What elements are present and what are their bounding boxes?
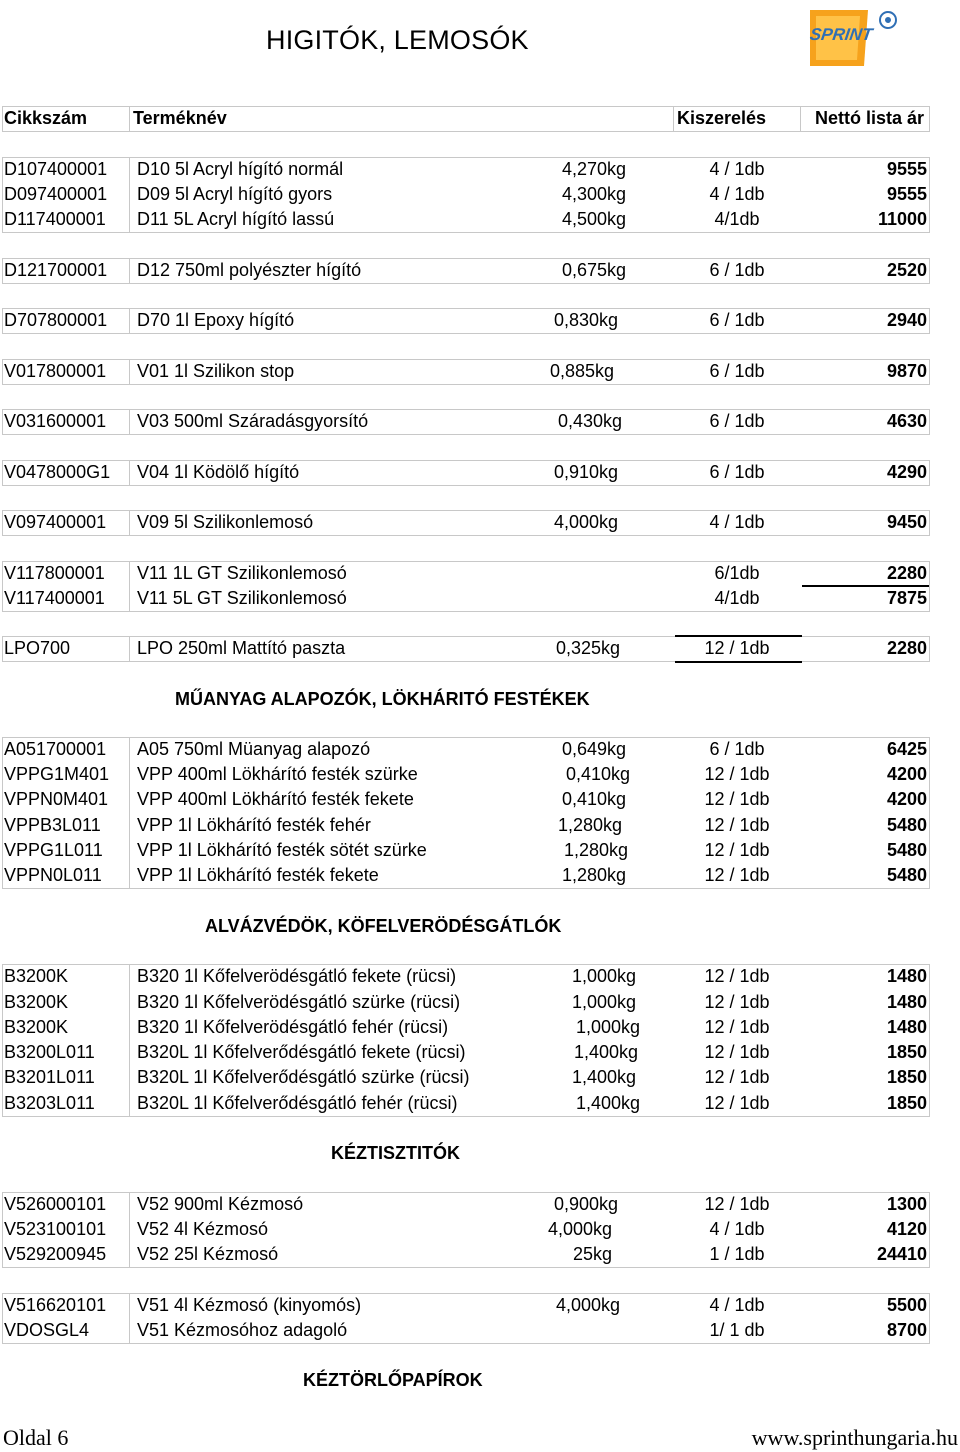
net-price: 9555 (886, 159, 927, 179)
table-row (0, 787, 960, 812)
table-row (0, 990, 960, 1015)
product-name: B320 1l Kőfelverödésgátló szürke (rücsi) (137, 992, 461, 1012)
item-code: V097400001 (4, 512, 107, 532)
table-rule (929, 510, 930, 536)
table-rule (129, 561, 130, 612)
table-rule (2, 1343, 929, 1344)
table-rule (2, 359, 3, 385)
table-rule (129, 1293, 130, 1344)
product-name: V51 4l Kézmosó (kinyomós) (137, 1295, 362, 1315)
package-size: 6 / 1db (709, 260, 765, 280)
table-rule (2, 1293, 3, 1344)
item-code: V017800001 (4, 361, 107, 381)
table-rule (2, 308, 929, 309)
table-rule (2, 308, 3, 334)
package-size: 1/ 1 db (709, 1320, 765, 1340)
net-price: 11000 (877, 209, 927, 229)
net-weight: 1,280kg (561, 865, 626, 885)
item-code: VPPN0M401 (4, 789, 109, 809)
package-size: 12 / 1db (704, 840, 770, 860)
table-row (0, 964, 960, 989)
section-heading: KÉZTISZTITÓK (331, 1143, 460, 1163)
net-price: 9870 (886, 361, 927, 381)
table-rule (929, 1192, 930, 1268)
table-rule (129, 308, 130, 334)
item-code: VDOSGL4 (4, 1320, 90, 1340)
product-name: A05 750ml Müanyag alapozó (137, 739, 371, 759)
net-weight: 4,000kg (555, 1295, 620, 1315)
item-code: B3200K (4, 966, 69, 986)
net-weight (466, 586, 626, 611)
net-price: 7875 (886, 588, 927, 608)
net-weight: 0,675kg (561, 260, 626, 280)
table-row (0, 1040, 960, 1065)
table-rule (2, 964, 929, 965)
table-rule (2, 409, 3, 435)
table-rule (929, 737, 930, 889)
table-row (0, 1242, 960, 1267)
table-row (0, 359, 960, 384)
table-rule (2, 510, 3, 536)
table-rule (675, 635, 802, 637)
item-code: D707800001 (4, 310, 108, 330)
table-rule (675, 661, 802, 663)
item-code: V117800001 (4, 563, 105, 583)
package-size: 12 / 1db (704, 789, 770, 809)
table-rule (2, 460, 929, 461)
package-size: 12 / 1db (704, 1194, 770, 1214)
table-row (0, 510, 960, 535)
net-weight: 0,900kg (553, 1194, 618, 1214)
table-row (0, 561, 960, 586)
item-code: B3200K (4, 992, 69, 1012)
net-price: 9555 (886, 184, 927, 204)
table-row (0, 182, 960, 207)
table-rule (2, 510, 929, 511)
table-header (0, 106, 960, 131)
table-rule (2, 384, 929, 385)
package-size: 1 / 1db (709, 1244, 765, 1264)
package-size: 4/1db (714, 588, 760, 608)
item-code: V523100101 (4, 1219, 107, 1239)
product-name: B320L 1l Kőfelverődésgátló szürke (rücsi) (137, 1067, 470, 1087)
table-row (0, 737, 960, 762)
table-rule (2, 106, 929, 107)
net-price: 4290 (886, 462, 927, 482)
item-code: D097400001 (4, 184, 108, 204)
net-price: 2940 (886, 310, 927, 330)
table-rule (2, 636, 3, 662)
table-rule (2, 1267, 929, 1268)
table-rule (2, 258, 3, 284)
item-code: VPPG1M401 (4, 764, 110, 784)
table-rule (929, 106, 930, 132)
package-size: 4 / 1db (709, 184, 765, 204)
table-rule (2, 737, 3, 889)
package-size: 12 / 1db (704, 992, 770, 1012)
net-weight: 4,500kg (561, 209, 626, 229)
table-rule (2, 561, 929, 562)
table-row (0, 1091, 960, 1116)
net-weight: 1,000kg (575, 1017, 640, 1037)
table-rule (802, 585, 929, 587)
table-rule (929, 964, 930, 1117)
product-name: V11 1L GT Szilikonlemosó (137, 563, 347, 583)
net-weight: 4,300kg (561, 184, 626, 204)
table-rule (129, 964, 130, 1117)
product-name: V03 500ml Száradásgyorsító (137, 411, 369, 431)
table-rule (129, 409, 130, 435)
package-size: 4 / 1db (709, 159, 765, 179)
net-price: 4120 (886, 1219, 927, 1239)
table-rule (2, 1293, 929, 1294)
table-rule (2, 611, 929, 612)
package-size: 6 / 1db (709, 739, 765, 759)
table-rule (929, 636, 930, 662)
table-row (0, 813, 960, 838)
package-size: 12 / 1db (704, 1042, 770, 1062)
package-size: 6 / 1db (709, 361, 765, 381)
item-code: V526000101 (4, 1194, 107, 1214)
package-size: 12 / 1db (704, 1017, 770, 1037)
table-rule (2, 964, 3, 1117)
item-code: VPPG1L011 (4, 840, 103, 860)
table-rule (2, 409, 929, 410)
net-weight: 1,400kg (575, 1093, 640, 1113)
product-name: VPP 1l Lökhárító festék fekete (137, 865, 379, 885)
table-rule (2, 485, 929, 486)
table-rule (129, 106, 130, 132)
product-name: VPP 400ml Lökhárító festék fekete (137, 789, 414, 809)
net-weight: 25kg (572, 1244, 612, 1264)
package-size: 12 / 1db (704, 1067, 770, 1087)
table-row (0, 258, 960, 283)
net-price: 1480 (886, 1017, 927, 1037)
header-name: Terméknév (133, 108, 227, 128)
table-rule (2, 1116, 929, 1117)
product-name: B320L 1l Kőfelverődésgátló fehér (rücsi) (137, 1093, 458, 1113)
package-size: 4 / 1db (709, 512, 765, 532)
net-price: 5480 (886, 840, 927, 860)
table-rule (2, 106, 3, 132)
table-row (0, 863, 960, 888)
table-rule (129, 359, 130, 385)
table-row (0, 1293, 960, 1318)
item-code: V117400001 (4, 588, 105, 608)
net-price: 2280 (886, 563, 927, 583)
package-size: 6 / 1db (709, 411, 765, 431)
net-weight: 1,280kg (563, 840, 628, 860)
table-rule (129, 1192, 130, 1268)
section-heading: KÉZTÖRLŐPAPÍROK (303, 1370, 483, 1390)
net-weight: 0,410kg (561, 789, 626, 809)
product-name: V52 900ml Kézmosó (137, 1194, 304, 1214)
net-price: 1850 (886, 1042, 927, 1062)
table-rule (2, 333, 929, 334)
net-weight: 1,280kg (557, 815, 622, 835)
table-rule (2, 359, 929, 360)
item-code: V031600001 (4, 411, 107, 431)
item-code: LPO700 (4, 638, 71, 658)
section-heading: MŰANYAG ALAPOZÓK, LÖKHÁRITÓ FESTÉKEK (175, 689, 590, 709)
item-code: A051700001 (4, 739, 107, 759)
net-price: 5500 (886, 1295, 927, 1315)
net-price: 2280 (886, 638, 927, 658)
net-price: 6425 (886, 739, 927, 759)
product-name: VPP 1l Lökhárító festék sötét szürke (137, 840, 427, 860)
product-name: V01 1l Szilikon stop (137, 361, 295, 381)
table-rule (2, 232, 929, 233)
table-rule (129, 510, 130, 536)
table-row (0, 1015, 960, 1040)
table-rule (129, 636, 130, 662)
table-rule (2, 157, 3, 233)
product-name: D09 5l Acryl hígító gyors (137, 184, 333, 204)
net-weight: 0,410kg (565, 764, 630, 784)
product-name: V04 1l Ködölő hígító (137, 462, 300, 482)
product-name: D11 5L Acryl hígító lassú (137, 209, 335, 229)
table-row (0, 586, 960, 611)
package-size: 6/1db (714, 563, 760, 583)
table-rule (673, 106, 674, 132)
item-code: V0478000G1 (4, 462, 111, 482)
item-code: B3203L011 (4, 1093, 95, 1113)
product-name: B320 1l Kőfelverödésgátló fekete (rücsi) (137, 966, 457, 986)
product-name: D10 5l Acryl hígító normál (137, 159, 344, 179)
table-rule (2, 434, 929, 435)
item-code: B3200K (4, 1017, 69, 1037)
net-price: 2520 (886, 260, 927, 280)
net-price: 9450 (886, 512, 927, 532)
table-row (0, 838, 960, 863)
table-row (0, 636, 960, 661)
net-price: 1850 (886, 1093, 927, 1113)
package-size: 4 / 1db (709, 1219, 765, 1239)
header-price: Nettó lista ár (814, 108, 924, 128)
product-name: V51 Kézmosóhoz adagoló (137, 1320, 348, 1340)
item-code: V516620101 (4, 1295, 107, 1315)
package-size: 4/1db (714, 209, 760, 229)
net-price: 1850 (886, 1067, 927, 1087)
package-size: 12 / 1db (704, 638, 770, 658)
table-rule (929, 1293, 930, 1344)
table-row (0, 1065, 960, 1090)
net-weight: 1,400kg (573, 1042, 638, 1062)
net-price: 4200 (886, 764, 927, 784)
table-rule (929, 409, 930, 435)
product-name: D70 1l Epoxy hígító (137, 310, 295, 330)
product-name: V09 5l Szilikonlemosó (137, 512, 314, 532)
net-weight (466, 561, 626, 586)
package-size: 12 / 1db (704, 865, 770, 885)
table-rule (2, 157, 929, 158)
table-rule (2, 258, 929, 259)
package-size: 6 / 1db (709, 310, 765, 330)
table-row (0, 157, 960, 182)
table-rule (2, 283, 929, 284)
header-code: Cikkszám (4, 108, 88, 128)
net-weight: 0,649kg (561, 739, 626, 759)
item-code: D121700001 (4, 260, 108, 280)
header-pack: Kiszerelés (677, 108, 767, 128)
website-url: www.sprinthungaria.hu (751, 1425, 958, 1450)
table-rule (2, 561, 3, 612)
net-price: 4200 (886, 789, 927, 809)
net-weight: 4,270kg (561, 159, 626, 179)
net-price: 5480 (886, 815, 927, 835)
table-rule (929, 157, 930, 233)
product-name: V11 5L GT Szilikonlemosó (137, 588, 347, 608)
table-rule (929, 460, 930, 486)
table-rule (129, 737, 130, 889)
item-code: D117400001 (4, 209, 106, 229)
table-row (0, 1318, 960, 1343)
table-rule (929, 561, 930, 612)
package-size: 4 / 1db (709, 1295, 765, 1315)
page-title: HIGITÓK, LEMOSÓK (266, 25, 529, 55)
table-rule (129, 460, 130, 486)
product-name: B320 1l Kőfelverödésgátló fehér (rücsi) (137, 1017, 449, 1037)
item-code: VPPB3L011 (4, 815, 101, 835)
net-price: 5480 (886, 865, 927, 885)
item-code: V529200945 (4, 1244, 107, 1264)
section-heading: ALVÁZVÉDÖK, KÖFELVERÖDÉSGÁTLÓK (205, 916, 562, 936)
table-row (0, 409, 960, 434)
table-row (0, 207, 960, 232)
net-price: 1480 (886, 992, 927, 1012)
table-rule (929, 308, 930, 334)
item-code: D107400001 (4, 159, 108, 179)
table-rule (2, 737, 929, 738)
product-name: VPP 1l Lökhárító festék fehér (137, 815, 371, 835)
net-weight: 1,400kg (571, 1067, 636, 1087)
package-size: 12 / 1db (704, 764, 770, 784)
net-weight: 1,000kg (571, 992, 636, 1012)
table-row (0, 460, 960, 485)
net-price: 8700 (886, 1320, 927, 1340)
item-code: B3200L011 (4, 1042, 95, 1062)
product-name: V52 4l Kézmosó (137, 1219, 269, 1239)
net-weight: 0,910kg (553, 462, 618, 482)
net-weight: 0,830kg (553, 310, 618, 330)
net-weight: 1,000kg (571, 966, 636, 986)
net-price: 4630 (886, 411, 927, 431)
product-name: VPP 400ml Lökhárító festék szürke (137, 764, 418, 784)
package-size: 12 / 1db (704, 815, 770, 835)
net-weight: 0,325kg (555, 638, 620, 658)
net-weight: 4,000kg (547, 1219, 612, 1239)
table-rule (2, 1192, 3, 1268)
product-name: LPO 250ml Mattító paszta (137, 638, 346, 658)
table-rule (2, 535, 929, 536)
product-name: B320L 1l Kőfelverődésgátló fekete (rücsi) (137, 1042, 466, 1062)
package-size: 12 / 1db (704, 966, 770, 986)
table-rule (129, 157, 130, 233)
net-price: 1300 (886, 1194, 927, 1214)
package-size: 12 / 1db (704, 1093, 770, 1113)
net-price: 24410 (876, 1244, 927, 1264)
table-row (0, 1217, 960, 1242)
net-price: 1480 (886, 966, 927, 986)
product-name: V52 25l Kézmosó (137, 1244, 279, 1264)
net-weight: 4,000kg (553, 512, 618, 532)
table-rule (2, 460, 3, 486)
table-rule (800, 106, 801, 132)
table-row (0, 762, 960, 787)
item-code: VPPN0L011 (4, 865, 102, 885)
net-weight: 0,430kg (557, 411, 622, 431)
package-size: 6 / 1db (709, 462, 765, 482)
table-row (0, 1192, 960, 1217)
logo-text: SPRINT (808, 25, 874, 44)
table-rule (929, 359, 930, 385)
table-rule (129, 258, 130, 284)
table-rule (2, 1192, 929, 1193)
page-number: Oldal 6 (3, 1425, 69, 1450)
net-weight: 0,885kg (549, 361, 614, 381)
table-rule (929, 258, 930, 284)
item-code: B3201L011 (4, 1067, 95, 1087)
net-weight (460, 1318, 620, 1343)
table-rule (2, 888, 929, 889)
table-rule (2, 131, 929, 132)
table-row (0, 308, 960, 333)
product-name: D12 750ml polyészter hígító (137, 260, 362, 280)
